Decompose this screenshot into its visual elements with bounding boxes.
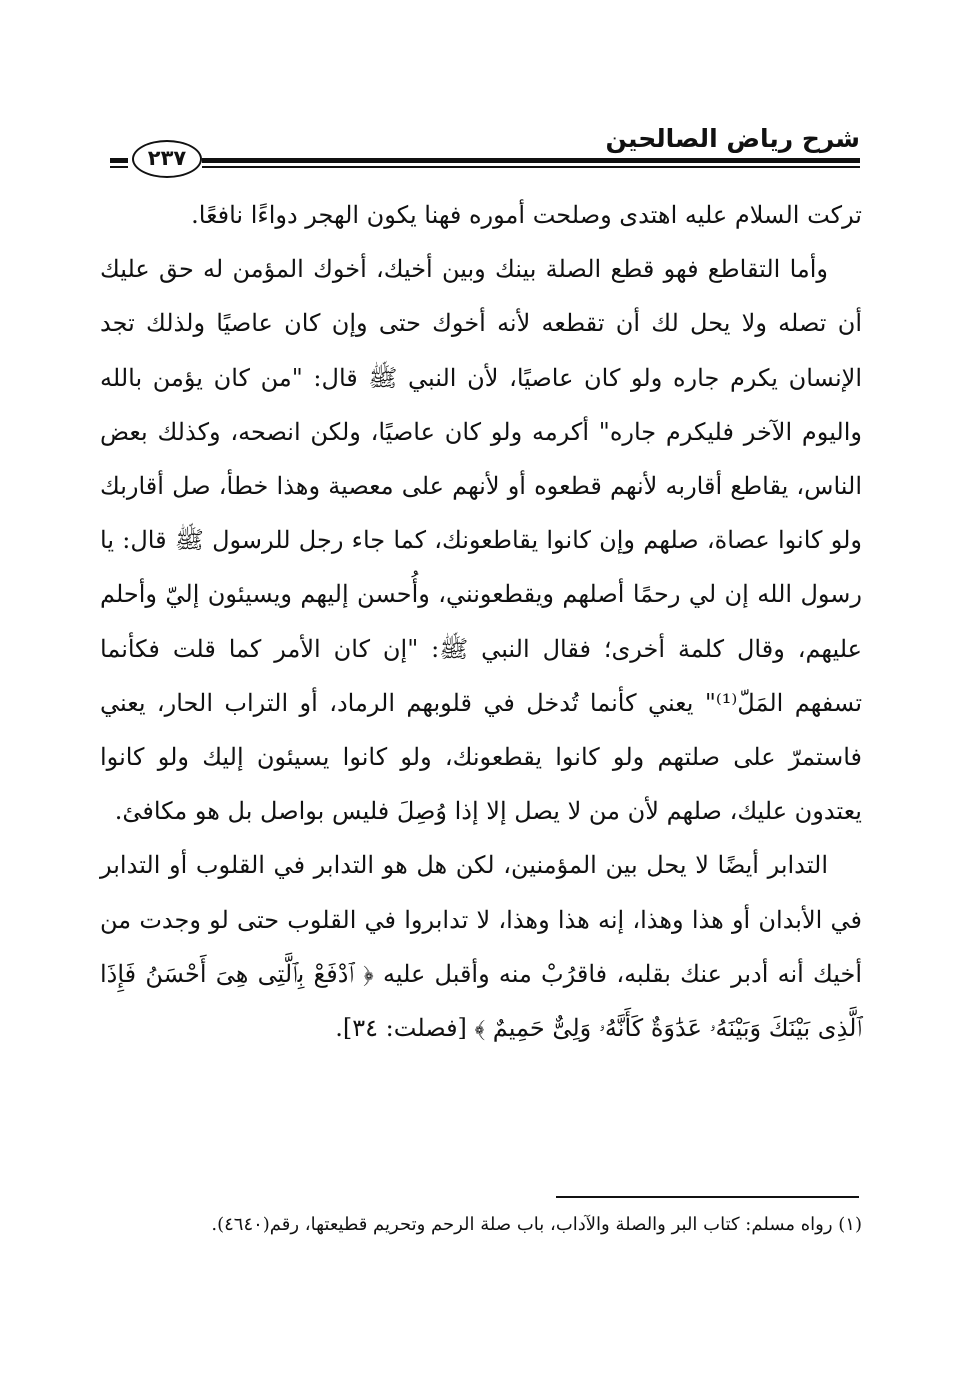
- footnote-separator: [556, 1196, 859, 1198]
- page-header: [110, 118, 860, 178]
- page-number-badge: ٢٣٧: [132, 140, 202, 178]
- paragraph-1: تركت السلام عليه اهتدى وصلحت أموره فهنا يكون الهجر دواءًا نافعًا.: [191, 201, 862, 229]
- header-rule-left-thick: [110, 158, 128, 163]
- running-book-title: شرح رياض الصالحين: [605, 124, 860, 153]
- main-text: [100, 188, 862, 1055]
- paragraph-3: التدابر أيضًا لا يحل بين المؤمنين، لكن هل هو التدابر في القلوب أو التدابر في الأبدان أو هذا وهذا، إنه هذا وهذا، لا تدابروا في القلوب حتى لو وجدت من أخيك أنه أدبر عنك بقلبه، فاقرُبْ منه وأقبل عليه ﴿ ٱدْفَعْ بِٱلَّتِى هِىَ أَحْسَنُ فَإِذَا ٱلَّذِى بَيْنَكَ وَبَيْنَهُۥ عَدَٰوَةٌ كَأَنَّهُۥ وَلِىٌّ حَمِيمٌ ﴾ [فصلت: ٣٤].: [100, 851, 862, 1043]
- paragraph-2: وأما التقاطع فهو قطع الصلة بينك وبين أخيك، أخوك المؤمن له حق عليك أن تصله ولا يحل لك أن تقطعه لأنه أخوك حتى وإن كان عاصيًا ولذلك تجد الإنسان يكرم جاره ولو كان عاصيًا، لأن النبي ﷺ قال: "من كان يؤمن بالله واليوم الآخر فليكرم جاره" أكرمه ولو كان عاصيًا، ولكن انصحه، وكذلك بعض الناس، يقاطع أقاربه لأنهم قطعوه أو لأنهم على معصية وهذا خطأ، صل أقاربك ولو كانوا عصاة، صلهم وإن كانوا يقاطعونك، كما جاء رجل للرسول ﷺ قال: يا رسول الله إن لي رحمًا أصلهم ويقطعونني، وأُحسن إليهم ويسيئون إليّ وأحلم عليهم، وقال كلمة أخرى؛ فقال النبي ﷺ: "إن كان الأمر كما قلت فكأنما تسفهم المَلّ⁽¹⁾" يعني كأنما تُدخل في قلوبهم الرماد، أو التراب الحار، يعني فاستمرّ على صلتهم ولو كانوا يقطعونك، ولو كانوا يسيئون إليك ولو كانوا يعتدون عليك، صلهم لأن من لا يصل إلا إذا وُصِلَ فليس بواصل بل هو مكافئ.: [100, 255, 862, 826]
- header-rule-left-thin: [110, 166, 128, 168]
- header-rule-thin: [202, 166, 860, 168]
- header-rule-thick: [202, 158, 860, 163]
- footnote: (١) رواه مسلم: كتاب البر والصلة والآداب، باب صلة الرحم وتحريم قطيعتها، رقم(٤٦٤٠).: [211, 1214, 862, 1235]
